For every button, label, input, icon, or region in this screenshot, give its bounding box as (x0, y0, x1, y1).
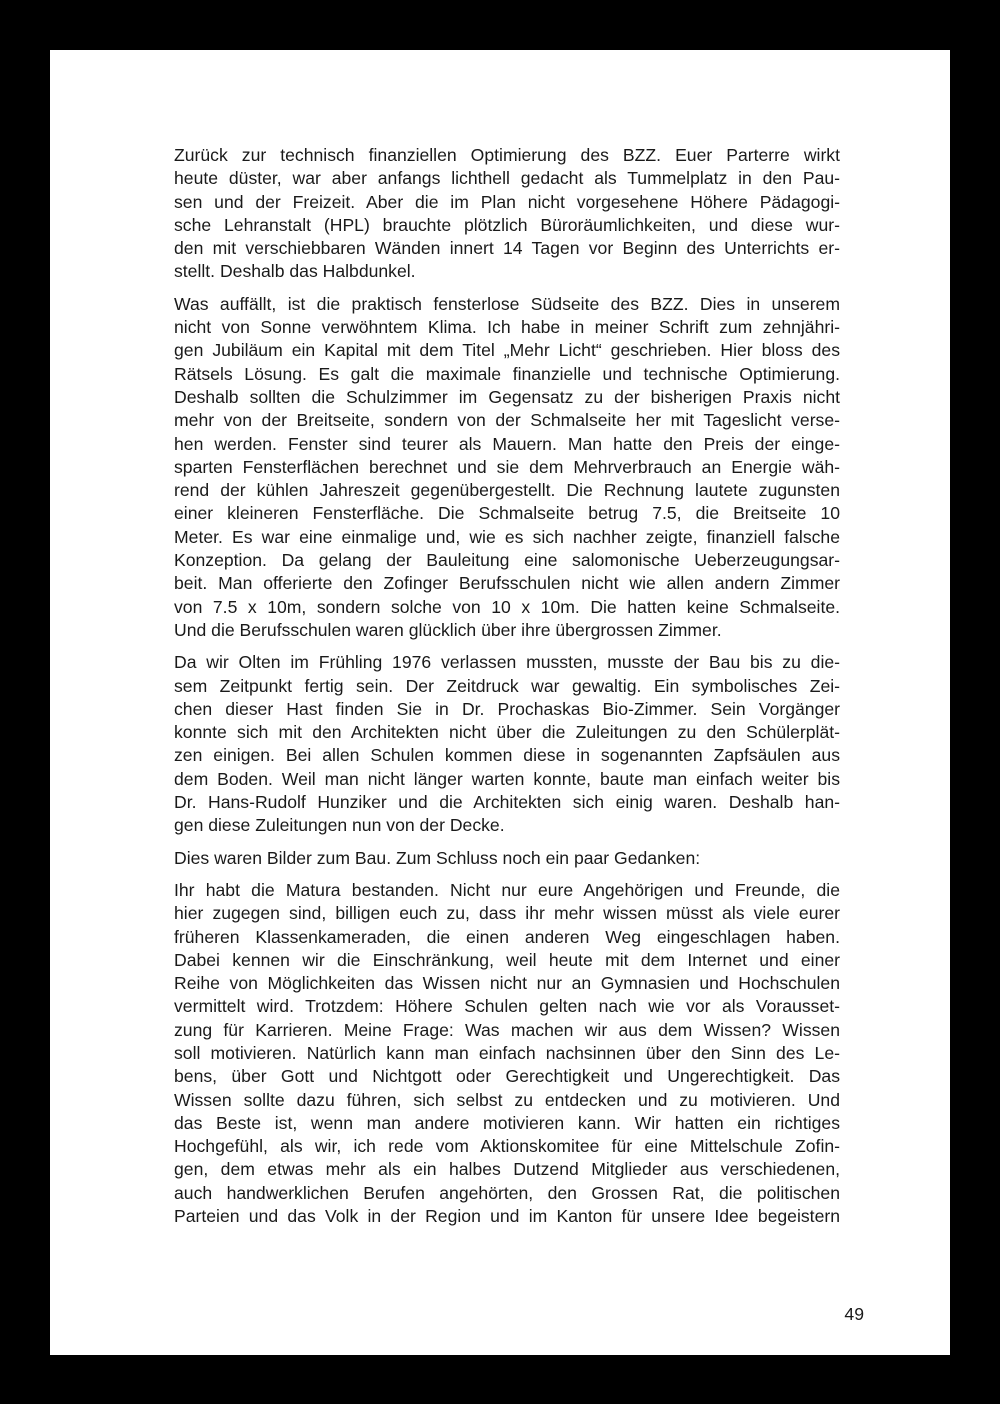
text-line: chen dieser Hast finden Sie in Dr. Prochaskas Bio-Zimmer. Sein Vorgänger (174, 698, 840, 719)
body-text (174, 144, 840, 1237)
text-line: gen, dem etwas mehr als ein halbes Dutzend Mitglieder aus verschiedenen, (174, 1159, 840, 1180)
text-line: sen und der Freizeit. Aber die im Plan nicht vorgesehene Höhere Pädagogi- (174, 191, 840, 212)
text-line: von 7.5 x 10m, sondern solche von 10 x 10m. Die hatten keine Schmalseite. (174, 596, 840, 617)
text-line: gen Jubiläum ein Kapital mit dem Titel „Mehr Licht“ geschrieben. Hier bloss des (174, 340, 840, 361)
text-line: Parteien und das Volk in der Region und im Kanton für unsere Idee begeistern (174, 1206, 840, 1227)
text-line: sem Zeitpunkt fertig sein. Der Zeitdruck war gewaltig. Ein symbolisches Zei- (174, 675, 840, 696)
text-line: einer kleineren Fensterfläche. Die Schmalseite betrug 7.5, die Breitseite 10 (174, 503, 840, 524)
paragraph (174, 293, 840, 642)
paragraph (174, 651, 840, 837)
text-line: stellt. Deshalb das Halbdunkel. (174, 261, 416, 282)
paragraph (174, 879, 840, 1228)
text-line: Dabei kennen wir die Einschränkung, weil heute mit dem Internet und einer (174, 949, 840, 970)
text-line: Meter. Es war eine einmalige und, wie es sich nachher zeigte, finanziell falsche (174, 526, 840, 547)
paragraph (174, 847, 840, 870)
text-line: Da wir Olten im Frühling 1976 verlassen mussten, musste der Bau bis zu die- (174, 652, 840, 673)
text-line: Konzeption. Da gelang der Bauleitung eine salomonische Ueberzeugungsar- (174, 550, 840, 571)
document-page (50, 50, 950, 1355)
text-line: das Beste ist, wenn man andere motivieren kann. Wir hatten ein richtiges (174, 1112, 840, 1133)
text-line: Ihr habt die Matura bestanden. Nicht nur eure Angehörigen und Freunde, die (174, 879, 840, 900)
text-line: Deshalb sollten die Schulzimmer im Gegensatz zu der bisherigen Praxis nicht (174, 386, 840, 407)
text-line: sche Lehranstalt (HPL) brauchte plötzlich Büroräumlichkeiten, und diese wur- (174, 214, 840, 235)
page-number: 49 (844, 1304, 864, 1324)
text-line: konnte sich mit den Architekten nicht über die Zuleitungen zu den Schülerplät- (174, 722, 840, 743)
text-line: den mit verschiebbaren Wänden innert 14 Tagen vor Beginn des Unterrichts er- (174, 238, 840, 259)
text-line: Dies waren Bilder zum Bau. Zum Schluss noch ein paar Gedanken: (174, 847, 701, 868)
text-line: Rätsels Lösung. Es galt die maximale finanzielle und technische Optimierung. (174, 363, 840, 384)
text-line: früheren Klassenkameraden, die einen anderen Weg eingeschlagen haben. (174, 926, 840, 947)
text-line: Was auffällt, ist die praktisch fensterlose Südseite des BZZ. Dies in unserem (174, 293, 840, 314)
text-line: auch handwerklichen Berufen angehörten, den Grossen Rat, die politischen (174, 1182, 840, 1203)
text-line: Und die Berufsschulen waren glücklich über ihre übergrossen Zimmer. (174, 619, 722, 640)
text-line: hier zugegen sind, billigen euch zu, dass ihr mehr wissen müsst als viele eurer (174, 903, 840, 924)
text-line: Reihe von Möglichkeiten das Wissen nicht nur an Gymnasien und Hochschulen (174, 973, 840, 994)
text-line: Zurück zur technisch finanziellen Optimierung des BZZ. Euer Parterre wirkt (174, 145, 840, 165)
text-line: bens, über Gott und Nichtgott oder Gerechtigkeit und Ungerechtigkeit. Das (174, 1066, 840, 1087)
text-line: Dr. Hans-Rudolf Hunziker und die Architekten sich einig waren. Deshalb han- (174, 792, 840, 813)
text-line: rend der kühlen Jahreszeit gegenübergestellt. Die Rechnung lautete zugunsten (174, 480, 840, 501)
text-line: heute düster, war aber anfangs lichthell gedacht als Tummelplatz in den Pau- (174, 168, 840, 189)
text-line: sparten Fensterflächen berechnet und sie dem Mehrverbrauch an Energie wäh- (174, 456, 840, 477)
text-line: dem Boden. Weil man nicht länger warten konnte, baute man einfach weiter bis (174, 768, 840, 789)
text-line: gen diese Zuleitungen nun von der Decke. (174, 815, 505, 836)
text-line: mehr von der Breitseite, sondern von der Schmalseite her mit Tageslicht verse- (174, 410, 840, 431)
text-line: beit. Man offerierte den Zofinger Berufsschulen nicht wie allen andern Zimmer (174, 573, 840, 594)
text-line: vermittelt wird. Trotzdem: Höhere Schulen gelten nach wie vor als Vorausset- (174, 996, 840, 1017)
text-line: soll motivieren. Natürlich kann man einfach nachsinnen über den Sinn des Le- (174, 1042, 840, 1063)
text-line: zen einigen. Bei allen Schulen kommen diese in sogenannten Zapfsäulen aus (174, 745, 840, 766)
text-line: nicht von Sonne verwöhntem Klima. Ich habe in meiner Schrift zum zehnjähri- (174, 317, 840, 338)
text-line: hen werden. Fenster sind teurer als Mauern. Man hatte den Preis der einge- (174, 433, 840, 454)
paragraph (174, 144, 840, 284)
text-line: Wissen sollte dazu führen, sich selbst zu entdecken und zu motivieren. Und (174, 1089, 840, 1110)
text-line: Hochgefühl, als wir, ich rede vom Aktionskomitee für eine Mittelschule Zofin- (174, 1136, 840, 1157)
text-line: zung für Karrieren. Meine Frage: Was machen wir aus dem Wissen? Wissen (174, 1019, 840, 1040)
